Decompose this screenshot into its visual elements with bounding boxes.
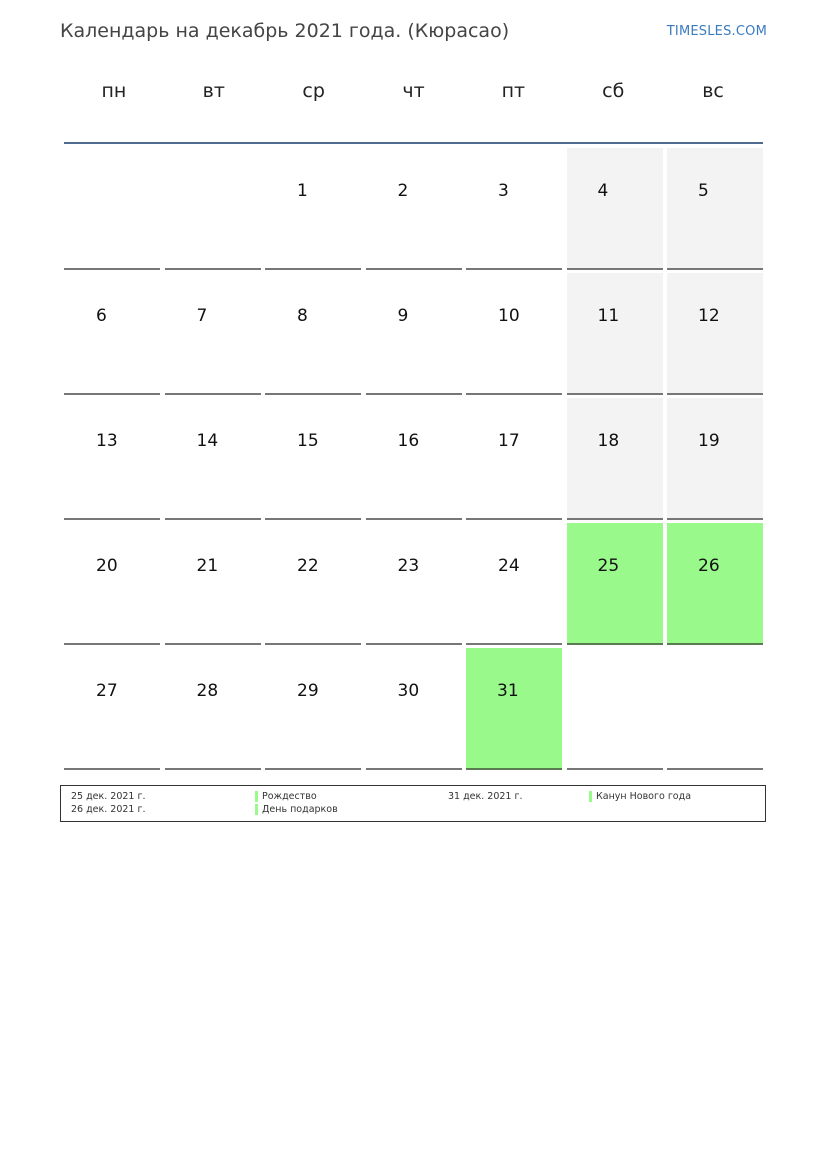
weekday-label: пт <box>501 80 526 102</box>
day-number: 5 <box>698 181 709 201</box>
legend-holiday-name: Рождество <box>255 791 317 802</box>
day-number: 31 <box>497 681 519 701</box>
calendar-grid <box>64 148 763 770</box>
day-cell <box>466 148 562 270</box>
day-number: 24 <box>498 556 520 576</box>
day-cell <box>366 148 462 270</box>
day-number: 21 <box>196 556 219 576</box>
day-number: 11 <box>597 306 620 326</box>
day-number: 8 <box>297 306 308 326</box>
day-number: 26 <box>698 556 720 576</box>
day-cell <box>366 523 462 645</box>
day-number: 14 <box>196 431 219 451</box>
legend-row <box>61 804 765 817</box>
day-number: 7 <box>196 306 208 326</box>
day-cell <box>265 148 361 270</box>
day-number: 19 <box>698 431 720 451</box>
day-number: 15 <box>297 431 319 451</box>
day-number: 4 <box>597 181 609 201</box>
weekday-header <box>64 80 763 128</box>
day-cell <box>466 523 562 645</box>
day-number: 6 <box>96 306 107 326</box>
empty-cell <box>165 148 261 270</box>
legend-holiday-name: Канун Нового года <box>589 791 691 802</box>
day-cell <box>567 523 663 645</box>
day-number: 20 <box>96 556 118 576</box>
day-cell <box>667 148 763 270</box>
day-number: 13 <box>96 431 118 451</box>
day-cell <box>165 523 261 645</box>
day-number: 18 <box>597 431 620 451</box>
day-cell <box>466 398 562 520</box>
weekday-label: вт <box>202 80 225 102</box>
day-cell <box>567 148 663 270</box>
day-cell <box>265 523 361 645</box>
weekday-label: вс <box>702 80 724 102</box>
empty-cell <box>64 148 160 270</box>
day-number: 28 <box>196 681 219 701</box>
day-number: 2 <box>397 181 409 201</box>
legend-date: 25 дек. 2021 г. <box>71 791 146 802</box>
day-cell <box>265 398 361 520</box>
day-number: 30 <box>397 681 420 701</box>
day-number: 9 <box>397 306 409 326</box>
day-number: 1 <box>297 181 308 201</box>
day-cell <box>265 273 361 395</box>
weekday-label: пн <box>101 80 127 102</box>
day-cell <box>165 273 261 395</box>
day-number: 10 <box>498 306 520 326</box>
weekday-label: ср <box>302 80 325 102</box>
day-number: 3 <box>498 181 509 201</box>
day-cell <box>466 273 562 395</box>
day-cell <box>64 273 160 395</box>
day-number: 12 <box>698 306 720 326</box>
day-number: 29 <box>297 681 319 701</box>
day-number: 22 <box>297 556 319 576</box>
legend-holiday-name: День подарков <box>255 804 338 815</box>
day-cell <box>165 648 261 770</box>
day-cell <box>366 398 462 520</box>
empty-cell <box>667 648 763 770</box>
header-divider <box>64 142 763 144</box>
page-title: Календарь на декабрь 2021 года. (Кюрасао) <box>60 20 510 42</box>
day-number: 27 <box>96 681 118 701</box>
empty-cell <box>567 648 663 770</box>
day-cell <box>567 398 663 520</box>
day-cell <box>466 648 562 770</box>
legend-date: 31 дек. 2021 г. <box>448 791 523 802</box>
day-number: 16 <box>397 431 420 451</box>
site-brand-link[interactable]: TIMESLES.COM <box>666 24 767 39</box>
holiday-legend <box>60 785 766 822</box>
day-number: 25 <box>597 556 620 576</box>
day-cell <box>667 398 763 520</box>
day-cell <box>366 273 462 395</box>
day-cell <box>667 273 763 395</box>
day-number: 17 <box>498 431 520 451</box>
legend-row <box>61 791 765 804</box>
day-cell <box>366 648 462 770</box>
day-cell <box>64 648 160 770</box>
day-cell <box>64 398 160 520</box>
day-cell <box>567 273 663 395</box>
weekday-label: сб <box>602 80 625 102</box>
day-cell <box>667 523 763 645</box>
legend-date: 26 дек. 2021 г. <box>71 804 146 815</box>
day-cell <box>165 398 261 520</box>
day-cell <box>64 523 160 645</box>
day-number: 23 <box>397 556 420 576</box>
day-cell <box>265 648 361 770</box>
weekday-label: чт <box>402 80 425 102</box>
